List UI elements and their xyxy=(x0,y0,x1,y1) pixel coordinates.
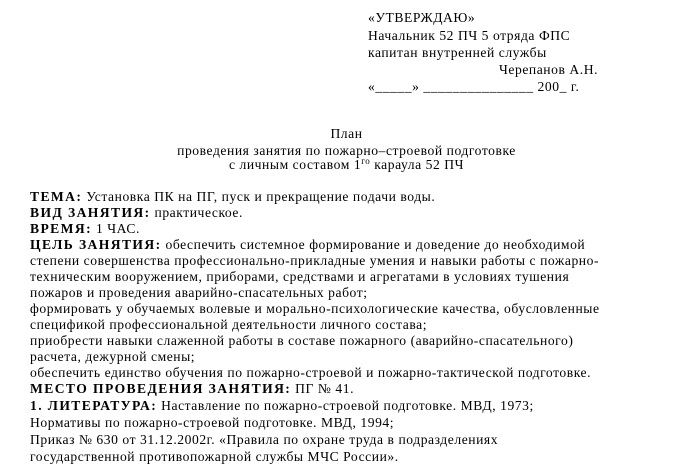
lit-line-2: Приказ № 630 от 31.12.2002г. «Правила по охране труда в подразделениях xyxy=(30,432,499,447)
lit-line-1: Нормативы по пожарно-строевой подготовке. МВД, 1994; xyxy=(30,415,395,430)
lit-line-3: государственной противопожарной службы МЧС России». xyxy=(30,449,399,464)
mesto-value: ПГ № 41. xyxy=(291,381,355,396)
tema-value: Установка ПК на ПГ, пуск и прекращение подачи воды. xyxy=(82,189,436,204)
cel-label: ЦЕЛЬ ЗАНЯТИЯ: xyxy=(30,237,162,252)
document-title: План xyxy=(330,126,363,141)
field-vremya xyxy=(30,221,140,237)
cel-line-8: обеспечить единство обучения по пожарно-строевой и пожарно-тактической подготовке. xyxy=(30,365,592,380)
field-vid xyxy=(30,205,243,221)
vid-label: ВИД ЗАНЯТИЯ: xyxy=(30,205,151,220)
mesto-label: МЕСТО ПРОВЕДЕНИЯ ЗАНЯТИЯ: xyxy=(30,381,292,396)
cel-value: обеспечить системное формирование и доведение до необходимой xyxy=(161,237,586,252)
field-mesto xyxy=(30,381,354,397)
approval-date-line: «_____» _______________ 200_ г. xyxy=(368,79,580,94)
tema-label: ТЕМА: xyxy=(30,189,83,204)
cel-line-5: спецификой профессиональной деятельности личного состава; xyxy=(30,317,428,332)
document-subtitle-2: с личным составом $1^{го}$ караула 52 ПЧ xyxy=(228,156,464,172)
cel-line-7: расчета, дежурной смены; xyxy=(30,349,196,364)
literatura-value: Наставление по пожарно-строевой подготовке. МВД, 1973; xyxy=(157,398,534,413)
literatura-label: 1. ЛИТЕРАТУРА: xyxy=(30,398,158,413)
cel-line-4: формировать у обучаемых волевые и морально-психологические качества, обусловленные xyxy=(30,301,600,316)
field-literatura xyxy=(30,398,534,414)
approval-name: Черепанов А.Н. xyxy=(499,62,599,77)
approval-position: Начальник 52 ПЧ 5 отряда ФПС xyxy=(368,28,571,43)
vid-value: практическое. xyxy=(150,205,243,220)
approval-header: «УТВЕРЖДАЮ» xyxy=(368,10,476,25)
cel-line-1: степени совершенства профессионально-прикладные умения и навыки работы с пожарно- xyxy=(30,253,600,268)
cel-line-3: пожаров и проведения аварийно-спасательных работ; xyxy=(30,285,368,300)
field-tema xyxy=(30,189,435,205)
vremya-label: ВРЕМЯ: xyxy=(30,221,93,236)
cel-line-2: техническим вооружением, приборами, средствами и агрегатами в условиях тушения xyxy=(30,269,570,284)
approval-rank: капитан внутренней службы xyxy=(368,45,547,60)
document-subtitle: проведения занятия по пожарно–строевой подготовке xyxy=(177,143,516,158)
field-cel xyxy=(30,237,585,253)
vremya-value: 1 ЧАС. xyxy=(92,221,140,236)
cel-line-6: приобрести навыки слаженной работы в составе пожарного (аварийно-спасательного) xyxy=(30,333,574,348)
